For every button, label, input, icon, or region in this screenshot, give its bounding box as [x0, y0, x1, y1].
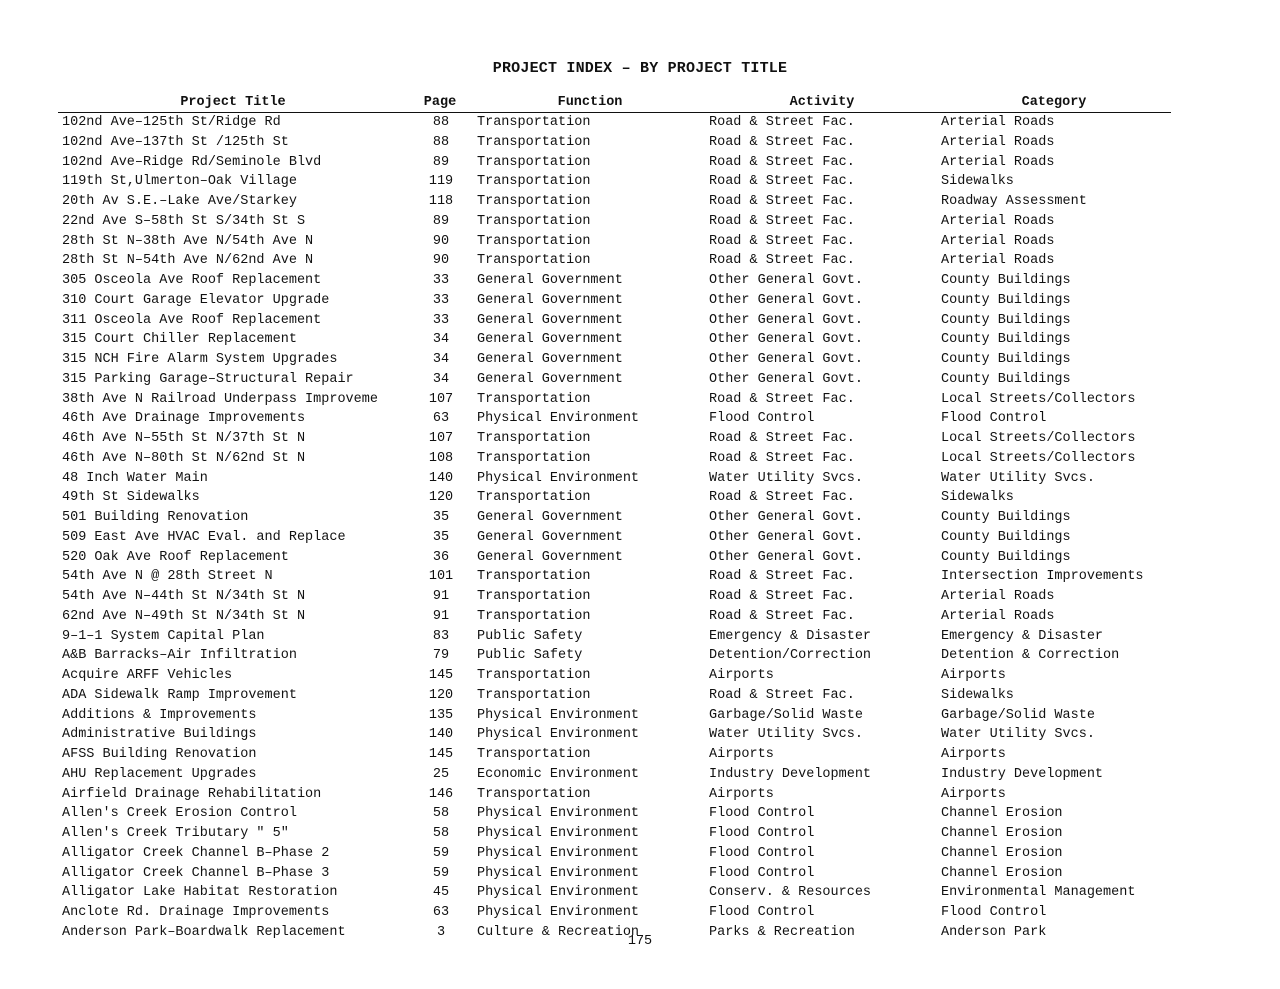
cell-function: Transportation: [477, 490, 591, 506]
cell-category: Environmental Management: [941, 885, 1136, 901]
cell-function: Public Safety: [477, 628, 583, 644]
table-row: [0, 686, 1280, 706]
column-header-category: Category: [1021, 95, 1087, 110]
cell-activity: Road & Street Fac.: [709, 134, 855, 150]
cell-function: Transportation: [477, 431, 591, 446]
cell-project-title: 315 NCH Fire Alarm System Upgrades: [62, 352, 338, 367]
cell-activity: Other General Govt.: [709, 332, 863, 348]
column-header-project-title: Project Title: [180, 95, 286, 110]
cell-activity: Detention/Correction: [709, 648, 872, 664]
cell-page: 108: [428, 450, 454, 466]
cell-page: 58: [432, 806, 450, 822]
cell-project-title: Alligator Lake Habitat Restoration: [62, 885, 338, 901]
cell-page: 63: [432, 905, 450, 920]
cell-page: 33: [432, 273, 450, 288]
cell-function: Transportation: [477, 747, 591, 762]
cell-page: 91: [432, 608, 450, 624]
cell-project-title: 311 Osceola Ave Roof Replacement: [62, 312, 322, 328]
cell-project-title: Allen's Creek Tributary " 5": [62, 826, 289, 841]
cell-page: 34: [432, 371, 450, 387]
table-row: [0, 488, 1280, 508]
table-row: [0, 409, 1280, 429]
table-row: [0, 844, 1280, 864]
cell-page: 101: [428, 569, 454, 585]
cell-category: Channel Erosion: [941, 806, 1063, 822]
table-row: [0, 330, 1280, 350]
table-row: [0, 311, 1280, 331]
cell-project-title: 305 Osceola Ave Roof Replacement: [62, 273, 322, 288]
table-row: [0, 548, 1280, 568]
cell-project-title: 310 Court Garage Elevator Upgrade: [62, 292, 330, 308]
cell-page: 89: [432, 213, 450, 229]
cell-activity: Other General Govt.: [709, 371, 863, 387]
cell-category: Emergency & Disaster: [941, 628, 1104, 644]
cell-activity: Conserv. & Resources: [709, 885, 872, 901]
table-row: [0, 587, 1280, 607]
table-header: [58, 94, 1171, 113]
project-table: [0, 113, 1280, 943]
cell-project-title: Alligator Creek Channel B–Phase 2: [62, 845, 330, 861]
cell-category: Channel Erosion: [941, 865, 1063, 881]
cell-function: Physical Environment: [477, 411, 640, 427]
cell-function: General Government: [477, 549, 623, 565]
cell-activity: Garbage/Solid Waste: [709, 707, 863, 723]
cell-page: 120: [428, 687, 454, 703]
cell-function: Transportation: [477, 233, 591, 249]
cell-project-title: 520 Oak Ave Roof Replacement: [62, 549, 289, 565]
cell-category: Arterial Roads: [941, 134, 1055, 150]
table-row: [0, 113, 1280, 133]
cell-category: Arterial Roads: [941, 115, 1055, 130]
table-row: [0, 192, 1280, 212]
cell-activity: Parks & Recreation: [709, 924, 855, 940]
cell-category: Arterial Roads: [941, 154, 1055, 170]
cell-page: 59: [432, 865, 450, 881]
cell-project-title: 9–1–1 System Capital Plan: [62, 628, 265, 644]
table-row: [0, 745, 1280, 765]
table-row: [0, 804, 1280, 824]
cell-page: 36: [432, 549, 450, 565]
cell-project-title: 315 Court Chiller Replacement: [62, 332, 297, 348]
table-row: [0, 765, 1280, 785]
cell-function: Transportation: [477, 154, 591, 170]
cell-project-title: 501 Building Renovation: [62, 510, 249, 525]
cell-project-title: 46th Ave Drainage Improvements: [62, 411, 306, 427]
table-row: [0, 785, 1280, 805]
cell-page: 91: [432, 589, 450, 604]
cell-category: Arterial Roads: [941, 213, 1055, 229]
column-header-activity: Activity: [789, 95, 855, 110]
cell-category: County Buildings: [941, 549, 1071, 565]
table-row: [0, 725, 1280, 745]
cell-category: Local Streets/Collectors: [941, 391, 1136, 407]
cell-category: County Buildings: [941, 529, 1071, 545]
cell-activity: Emergency & Disaster: [709, 628, 872, 644]
cell-page: 135: [428, 707, 454, 723]
cell-category: Airports: [941, 747, 1006, 762]
cell-page: 146: [428, 786, 454, 802]
table-row: [0, 449, 1280, 469]
cell-page: 88: [432, 115, 450, 130]
cell-function: Physical Environment: [477, 806, 640, 822]
cell-activity: Road & Street Fac.: [709, 431, 855, 446]
cell-category: Airports: [941, 668, 1006, 683]
cell-page: 35: [432, 529, 450, 545]
cell-activity: Flood Control: [709, 411, 815, 427]
cell-project-title: 102nd Ave–137th St /125th St: [62, 134, 289, 150]
cell-category: Water Utility Svcs.: [941, 470, 1095, 486]
cell-page: 33: [432, 292, 450, 308]
cell-function: General Government: [477, 510, 623, 525]
table-row: [0, 390, 1280, 410]
cell-page: 140: [428, 470, 454, 486]
cell-category: Sidewalks: [941, 687, 1014, 703]
cell-function: Transportation: [477, 174, 591, 190]
cell-project-title: 119th St,Ulmerton–Oak Village: [62, 174, 297, 190]
cell-category: Airports: [941, 786, 1006, 802]
cell-activity: Road & Street Fac.: [709, 233, 855, 249]
table-row: [0, 350, 1280, 370]
cell-activity: Airports: [709, 747, 774, 762]
cell-page: 79: [432, 648, 450, 664]
cell-activity: Other General Govt.: [709, 292, 863, 308]
table-row: [0, 271, 1280, 291]
cell-page: 59: [432, 845, 450, 861]
cell-category: Flood Control: [941, 411, 1047, 427]
cell-page: 145: [428, 747, 454, 762]
cell-project-title: 54th Ave N–44th St N/34th St N: [62, 589, 306, 604]
cell-activity: Road & Street Fac.: [709, 490, 855, 506]
cell-project-title: 38th Ave N Railroad Underpass Improveme: [62, 391, 378, 407]
cell-activity: Other General Govt.: [709, 549, 863, 565]
cell-category: Arterial Roads: [941, 608, 1055, 624]
cell-category: County Buildings: [941, 371, 1071, 387]
cell-project-title: Administrative Buildings: [62, 727, 257, 743]
table-row: [0, 646, 1280, 666]
cell-function: Economic Environment: [477, 766, 640, 782]
cell-page: 119: [428, 174, 454, 190]
cell-project-title: 102nd Ave–Ridge Rd/Seminole Blvd: [62, 154, 322, 170]
cell-category: County Buildings: [941, 292, 1071, 308]
cell-page: 90: [432, 253, 450, 269]
cell-page: 145: [428, 668, 454, 683]
cell-category: Flood Control: [941, 905, 1047, 920]
table-row: [0, 251, 1280, 271]
cell-project-title: 48 Inch Water Main: [62, 470, 208, 486]
cell-function: Transportation: [477, 213, 591, 229]
cell-activity: Road & Street Fac.: [709, 569, 855, 585]
cell-page: 45: [432, 885, 450, 901]
cell-category: Arterial Roads: [941, 233, 1055, 249]
page-title: PROJECT INDEX – BY PROJECT TITLE: [492, 60, 788, 77]
cell-page: 107: [428, 391, 454, 407]
cell-project-title: 102nd Ave–125th St/Ridge Rd: [62, 115, 281, 130]
cell-page: 25: [432, 766, 450, 782]
cell-category: Local Streets/Collectors: [941, 431, 1136, 446]
table-row: [0, 232, 1280, 252]
table-row: [0, 666, 1280, 686]
cell-activity: Other General Govt.: [709, 529, 863, 545]
table-row: [0, 429, 1280, 449]
cell-function: Physical Environment: [477, 826, 640, 841]
cell-project-title: 46th Ave N–80th St N/62nd St N: [62, 450, 306, 466]
cell-function: Physical Environment: [477, 707, 640, 723]
cell-function: General Government: [477, 292, 623, 308]
cell-project-title: Additions & Improvements: [62, 707, 257, 723]
table-row: [0, 567, 1280, 587]
cell-page: 58: [432, 826, 450, 841]
cell-function: Physical Environment: [477, 470, 640, 486]
cell-function: Transportation: [477, 608, 591, 624]
cell-function: Transportation: [477, 194, 591, 209]
cell-activity: Airports: [709, 668, 774, 683]
cell-page: 33: [432, 312, 450, 328]
cell-function: Physical Environment: [477, 845, 640, 861]
cell-category: Arterial Roads: [941, 589, 1055, 604]
table-row: [0, 528, 1280, 548]
cell-activity: Water Utility Svcs.: [709, 727, 863, 743]
cell-project-title: 509 East Ave HVAC Eval. and Replace: [62, 529, 346, 545]
table-row: [0, 469, 1280, 489]
cell-activity: Road & Street Fac.: [709, 450, 855, 466]
cell-activity: Flood Control: [709, 865, 815, 881]
cell-page: 35: [432, 510, 450, 525]
cell-function: Transportation: [477, 134, 591, 150]
cell-page: 88: [432, 134, 450, 150]
cell-category: Local Streets/Collectors: [941, 450, 1136, 466]
table-row: [0, 706, 1280, 726]
table-row: [0, 903, 1280, 923]
cell-project-title: 22nd Ave S–58th St S/34th St S: [62, 213, 306, 229]
cell-project-title: 315 Parking Garage–Structural Repair: [62, 371, 354, 387]
cell-category: Arterial Roads: [941, 253, 1055, 269]
cell-function: Transportation: [477, 450, 591, 466]
table-row: [0, 370, 1280, 390]
cell-category: County Buildings: [941, 352, 1071, 367]
table-row: [0, 508, 1280, 528]
cell-activity: Road & Street Fac.: [709, 154, 855, 170]
cell-project-title: 62nd Ave N–49th St N/34th St N: [62, 608, 306, 624]
column-header-page: Page: [423, 95, 457, 110]
cell-function: Public Safety: [477, 648, 583, 664]
cell-function: General Government: [477, 529, 623, 545]
cell-category: Industry Development: [941, 766, 1104, 782]
cell-function: Physical Environment: [477, 865, 640, 881]
cell-page: 120: [428, 490, 454, 506]
cell-activity: Other General Govt.: [709, 510, 863, 525]
cell-activity: Flood Control: [709, 905, 815, 920]
cell-page: 34: [432, 352, 450, 367]
cell-project-title: ADA Sidewalk Ramp Improvement: [62, 687, 297, 703]
cell-project-title: 49th St Sidewalks: [62, 490, 200, 506]
cell-category: Intersection Improvements: [941, 569, 1144, 585]
cell-project-title: Alligator Creek Channel B–Phase 3: [62, 865, 330, 881]
column-header-function: Function: [557, 95, 623, 110]
cell-page: 118: [428, 194, 454, 209]
cell-activity: Road & Street Fac.: [709, 589, 855, 604]
cell-category: Sidewalks: [941, 174, 1014, 190]
cell-project-title: A&B Barracks–Air Infiltration: [62, 648, 297, 664]
cell-function: General Government: [477, 273, 623, 288]
cell-function: Transportation: [477, 391, 591, 407]
cell-project-title: Allen's Creek Erosion Control: [62, 806, 297, 822]
cell-project-title: Anderson Park–Boardwalk Replacement: [62, 924, 346, 940]
cell-function: General Government: [477, 371, 623, 387]
cell-category: Channel Erosion: [941, 845, 1063, 861]
cell-project-title: 28th St N–38th Ave N/54th Ave N: [62, 233, 314, 249]
cell-activity: Other General Govt.: [709, 312, 863, 328]
cell-category: Water Utility Svcs.: [941, 727, 1095, 743]
cell-activity: Road & Street Fac.: [709, 115, 855, 130]
cell-function: Physical Environment: [477, 885, 640, 901]
table-row: [0, 627, 1280, 647]
cell-activity: Road & Street Fac.: [709, 194, 855, 209]
cell-page: 89: [432, 154, 450, 170]
cell-project-title: 28th St N–54th Ave N/62nd Ave N: [62, 253, 314, 269]
cell-page: 3: [436, 924, 446, 940]
cell-function: Transportation: [477, 589, 591, 604]
cell-category: Channel Erosion: [941, 826, 1063, 841]
cell-project-title: Anclote Rd. Drainage Improvements: [62, 905, 330, 920]
cell-project-title: Airfield Drainage Rehabilitation: [62, 786, 322, 802]
table-row: [0, 212, 1280, 232]
cell-category: County Buildings: [941, 510, 1071, 525]
cell-function: General Government: [477, 352, 623, 367]
cell-activity: Water Utility Svcs.: [709, 470, 863, 486]
cell-page: 63: [432, 411, 450, 427]
cell-function: General Government: [477, 312, 623, 328]
table-row: [0, 172, 1280, 192]
cell-function: Physical Environment: [477, 905, 640, 920]
cell-activity: Road & Street Fac.: [709, 687, 855, 703]
cell-category: County Buildings: [941, 332, 1071, 348]
cell-function: Transportation: [477, 569, 591, 585]
cell-category: Garbage/Solid Waste: [941, 707, 1095, 723]
table-row: [0, 153, 1280, 173]
cell-activity: Road & Street Fac.: [709, 608, 855, 624]
cell-function: Transportation: [477, 115, 591, 130]
page-number: 175: [627, 934, 653, 949]
cell-page: 107: [428, 431, 454, 446]
cell-project-title: 46th Ave N–55th St N/37th St N: [62, 431, 306, 446]
cell-category: Detention & Correction: [941, 648, 1120, 664]
cell-activity: Other General Govt.: [709, 352, 863, 367]
cell-project-title: AHU Replacement Upgrades: [62, 766, 257, 782]
cell-function: Transportation: [477, 253, 591, 269]
cell-activity: Airports: [709, 786, 774, 802]
cell-activity: Flood Control: [709, 845, 815, 861]
cell-page: 83: [432, 628, 450, 644]
cell-category: County Buildings: [941, 312, 1071, 328]
cell-function: General Government: [477, 332, 623, 348]
cell-category: Anderson Park: [941, 924, 1047, 940]
cell-page: 90: [432, 233, 450, 249]
cell-project-title: AFSS Building Renovation: [62, 747, 257, 762]
cell-function: Transportation: [477, 786, 591, 802]
cell-project-title: 20th Av S.E.–Lake Ave/Starkey: [62, 194, 297, 209]
cell-function: Culture & Recreation: [477, 924, 640, 940]
cell-activity: Road & Street Fac.: [709, 174, 855, 190]
cell-project-title: 54th Ave N @ 28th Street N: [62, 569, 273, 585]
cell-category: Sidewalks: [941, 490, 1014, 506]
cell-activity: Flood Control: [709, 806, 815, 822]
cell-function: Transportation: [477, 687, 591, 703]
cell-activity: Flood Control: [709, 826, 815, 841]
table-row: [0, 883, 1280, 903]
cell-project-title: Acquire ARFF Vehicles: [62, 668, 233, 683]
table-row: [0, 291, 1280, 311]
cell-category: County Buildings: [941, 273, 1071, 288]
cell-function: Physical Environment: [477, 727, 640, 743]
cell-function: Transportation: [477, 668, 591, 683]
cell-page: 140: [428, 727, 454, 743]
cell-activity: Road & Street Fac.: [709, 253, 855, 269]
cell-activity: Road & Street Fac.: [709, 391, 855, 407]
cell-page: 34: [432, 332, 450, 348]
cell-activity: Industry Development: [709, 766, 872, 782]
table-row: [0, 607, 1280, 627]
table-row: [0, 864, 1280, 884]
cell-activity: Other General Govt.: [709, 273, 863, 288]
table-row: [0, 824, 1280, 844]
table-row: [0, 133, 1280, 153]
cell-category: Roadway Assessment: [941, 194, 1087, 209]
cell-activity: Road & Street Fac.: [709, 213, 855, 229]
